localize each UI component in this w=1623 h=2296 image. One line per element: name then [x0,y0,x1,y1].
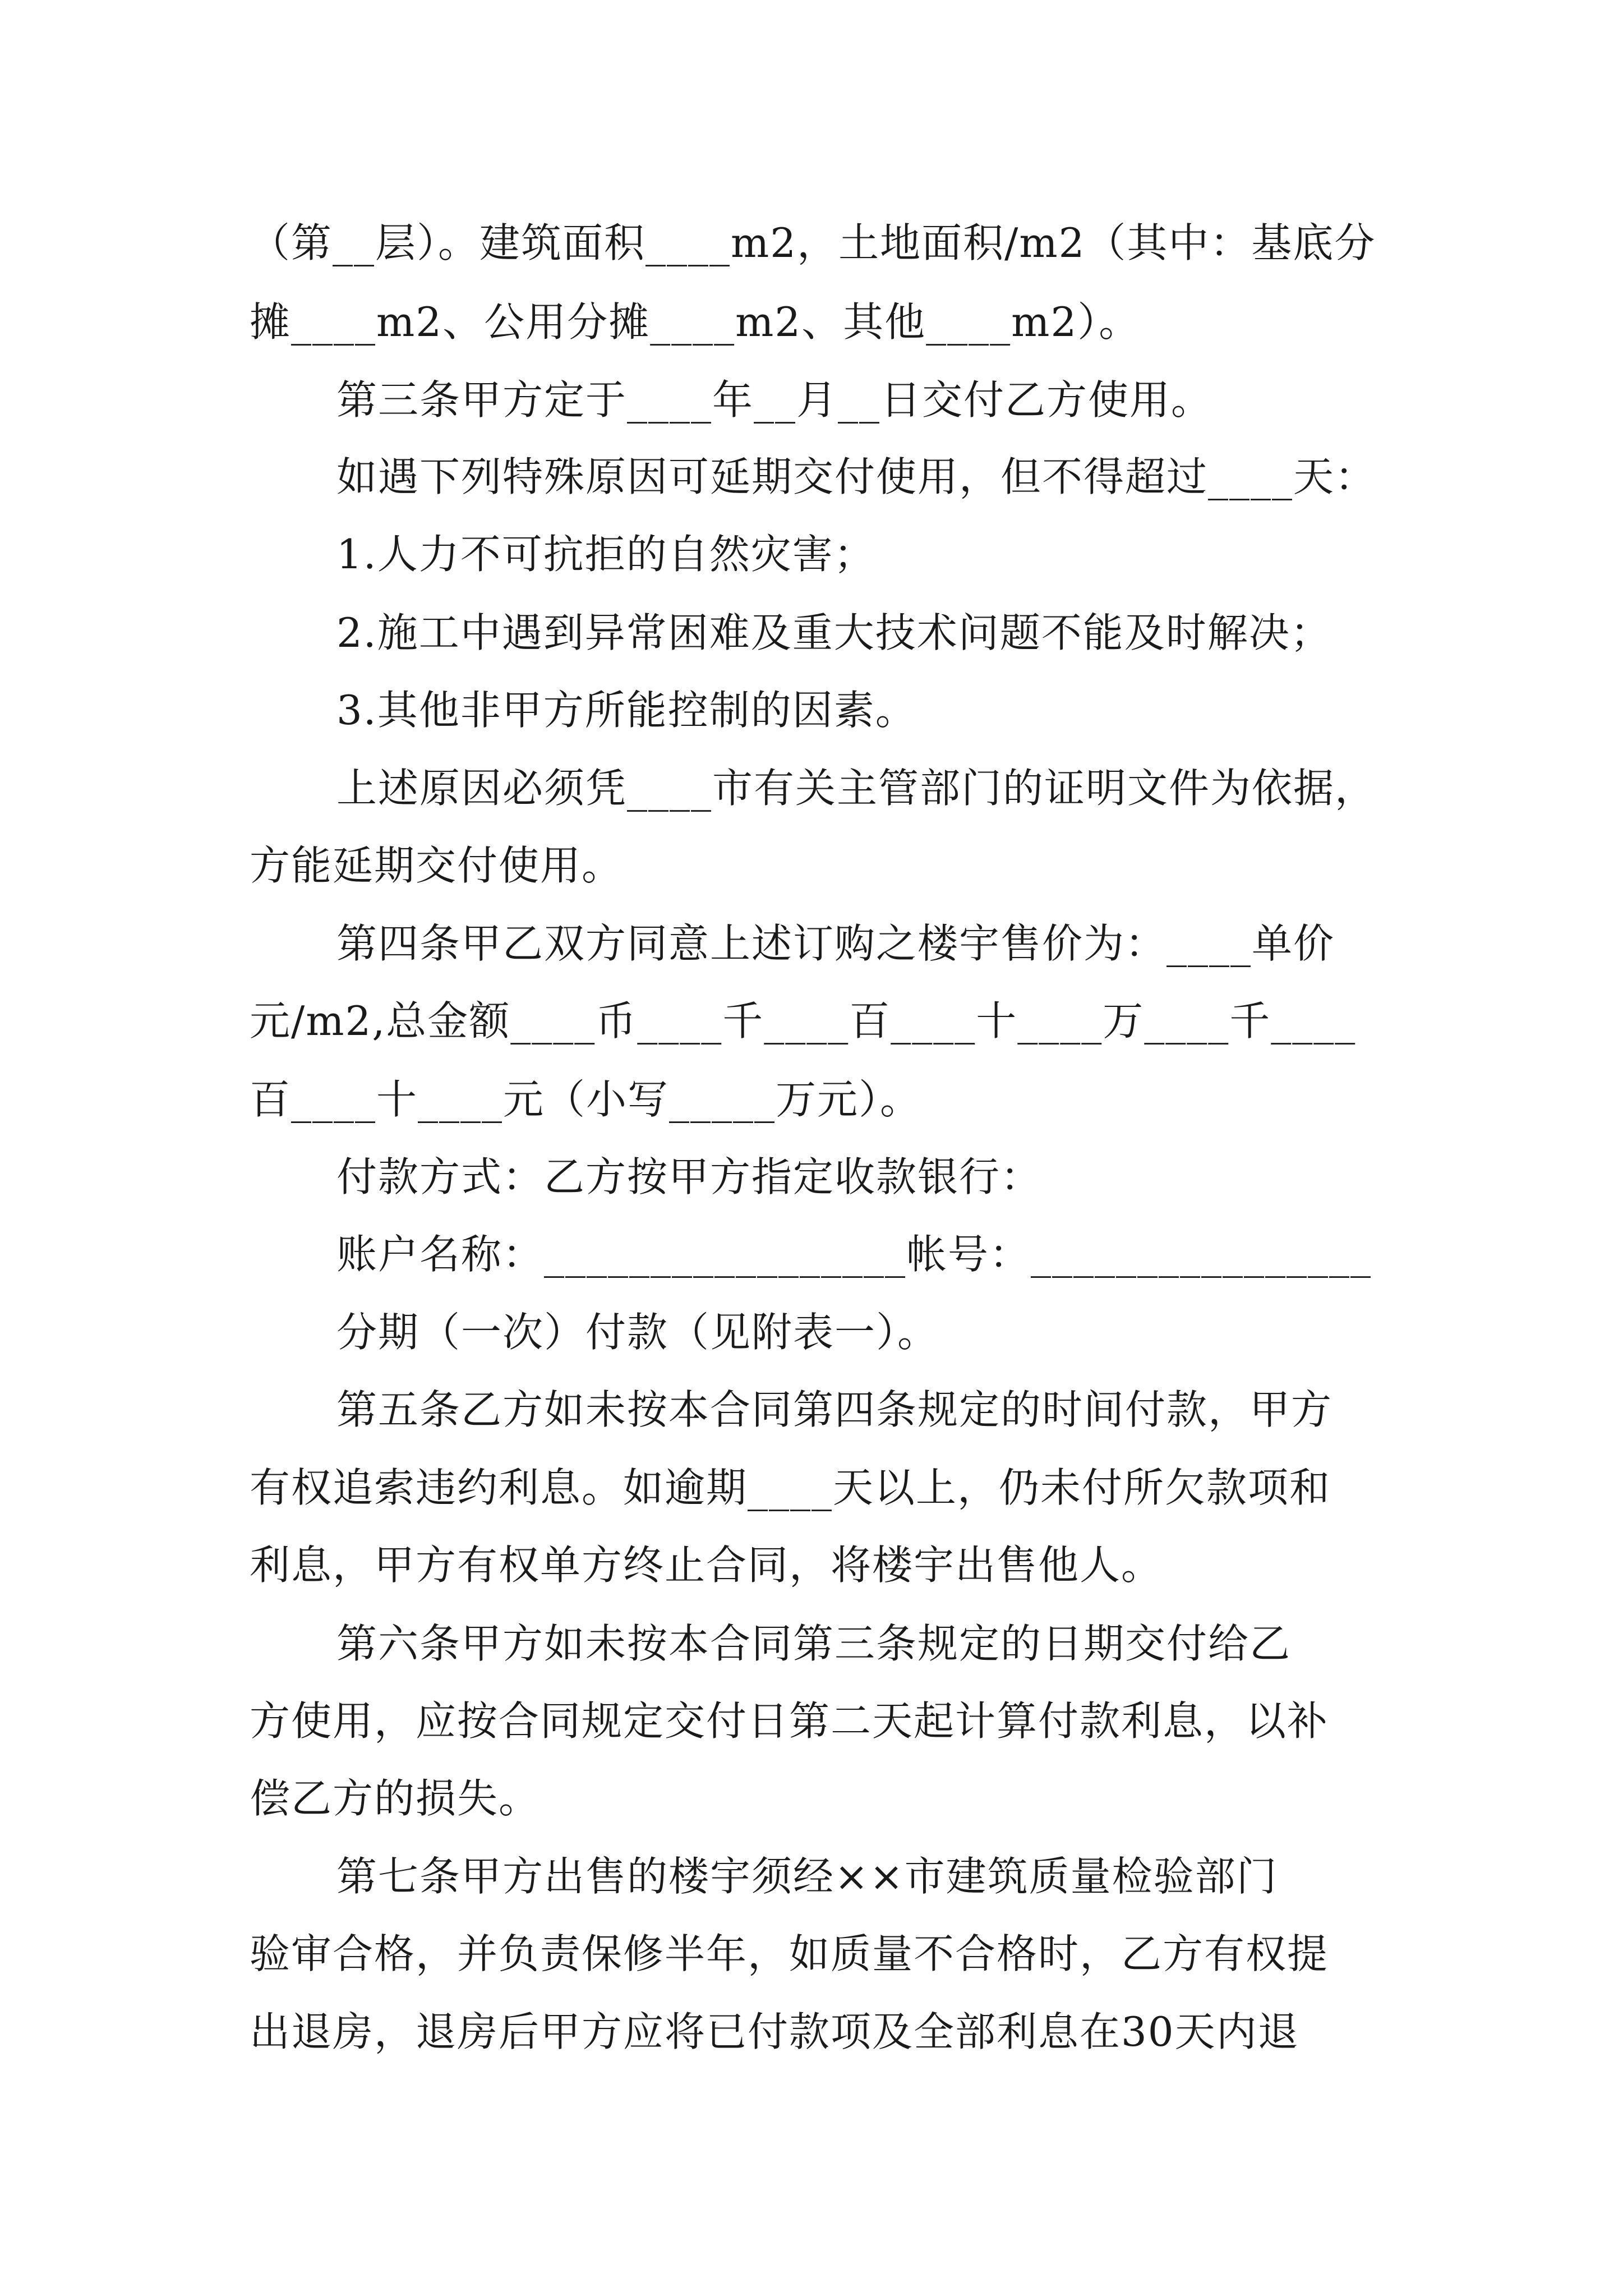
text-line-21: 偿乙方的损失。 [250,1775,541,1822]
text-line-18: 利息，甲方有权单方终止合同，将楼宇出售他人。 [250,1542,1163,1589]
text-line-15: 分期（一次）付款（见附表一）。 [336,1309,939,1356]
text-line-16: 第五条乙方如未按本合同第四条规定的时间付款，甲方 [336,1386,1333,1433]
text-line-6: 2.施工中遇到异常困难及重大技术问题不能及时解决； [336,609,1332,656]
text-line-9: 方能延期交付使用。 [250,842,624,889]
text-line-11: 元/m2,总金额____币____千____百____十____万____千____ [250,997,1357,1045]
text-line-22: 第七条甲方出售的楼宇须经××市建筑质量检验部门 [336,1853,1278,1900]
text-line-2: 摊____m2、公用分摊____m2、其他____m2）。 [250,298,1141,346]
text-line-14: 账户名称：_________________帐号：________________ [336,1231,1372,1278]
text-line-4: 如遇下列特殊原因可延期交付使用，但不得超过____天： [336,453,1377,500]
text-line-23: 验审合格，并负责保修半年，如质量不合格时，乙方有权提 [250,1930,1329,1977]
text-line-19: 第六条甲方如未按本合同第三条规定的日期交付给乙 [336,1620,1292,1667]
text-line-1: （第__层）。建筑面积____m2，土地面积/m2（其中：基底分 [250,219,1376,266]
text-line-17: 有权追索违约利息。如逾期____天以上，仍未付所欠款项和 [250,1464,1331,1511]
text-line-10: 第四条甲乙双方同意上述订购之楼宇售价为：____单价 [336,920,1335,967]
text-line-8: 上述原因必须凭____市有关主管部门的证明文件为依据， [336,765,1377,812]
text-line-13: 付款方式：乙方按甲方指定收款银行： [336,1153,1043,1200]
text-line-20: 方使用，应按合同规定交付日第二天起计算付款利息，以补 [250,1697,1329,1745]
text-line-24: 出退房，退房后甲方应将已付款项及全部利息在30天内退 [250,2008,1299,2055]
text-line-5: 1.人力不可抗拒的自然灾害； [336,531,875,578]
text-line-7: 3.其他非甲方所能控制的因素。 [336,687,917,734]
text-line-12: 百____十____元（小写_____万元）。 [250,1076,922,1123]
text-line-3: 第三条甲方定于____年__月__日交付乙方使用。 [336,376,1213,424]
